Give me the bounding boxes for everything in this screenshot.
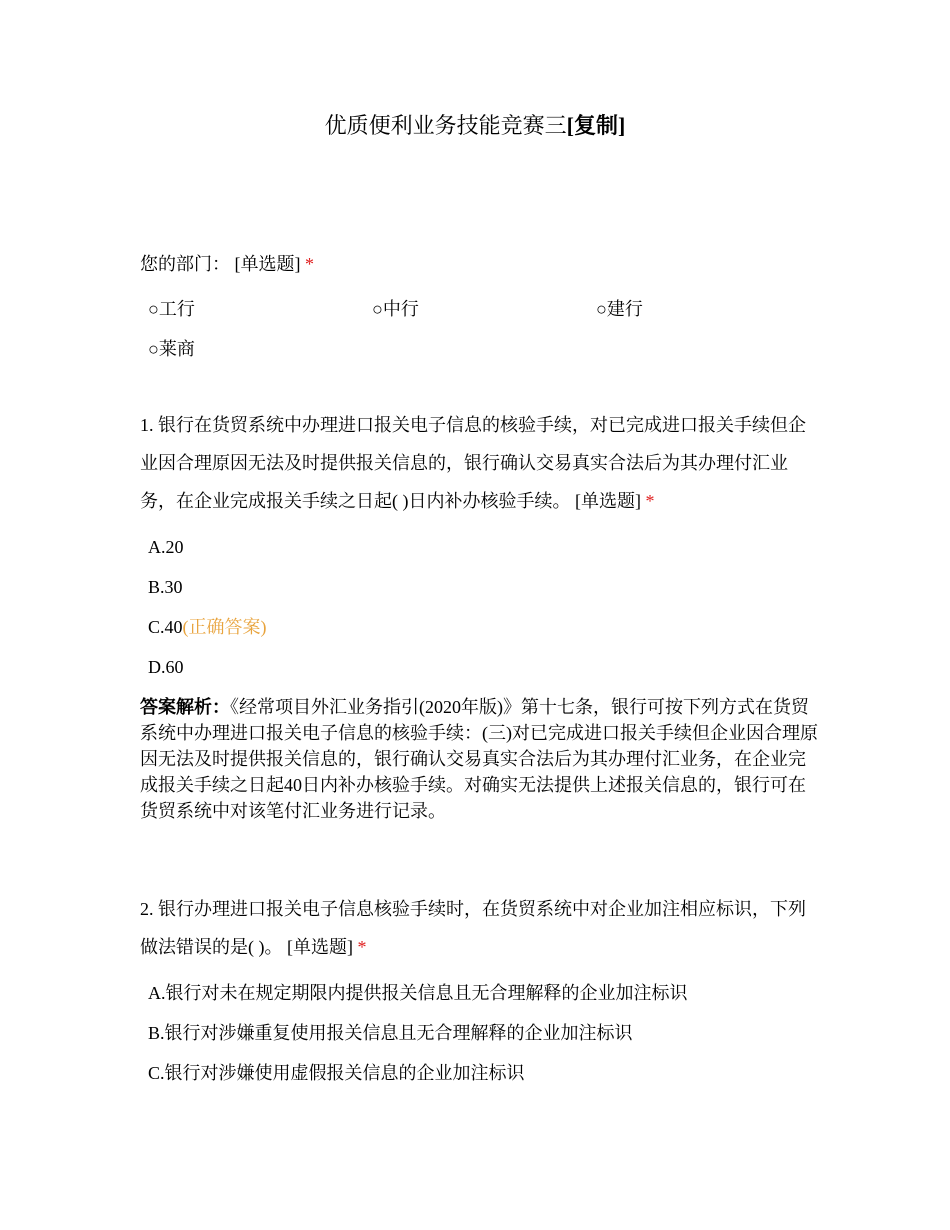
required-mark: * (357, 937, 367, 957)
answer-explanation (140, 694, 820, 824)
option-dept-ccb[interactable]: ○建行 (596, 299, 643, 319)
option-q1-b[interactable]: B.30 (148, 577, 183, 597)
question-label: 2. 银行办理进口报关电子信息核验手续时，在货贸系统中对企业加注相应标识，下列做法错误的是( )。 (140, 899, 806, 957)
option-q2-b[interactable]: B.银行对涉嫌重复使用报关信息且无合理解释的企业加注标识 (148, 1023, 633, 1043)
question-department (140, 245, 820, 283)
survey-title-suffix: [复制] (566, 113, 626, 138)
option-q2-a[interactable]: A.银行对未在规定期限内提供报关信息且无合理解释的企业加注标识 (148, 983, 688, 1003)
question-2 (140, 890, 820, 966)
question-type: [单选题] (575, 491, 641, 511)
question-type: [单选题] (234, 254, 301, 274)
option-dept-laishang[interactable]: ○莱商 (148, 339, 195, 359)
survey-title-main: 优质便利业务技能竞赛三 (324, 113, 567, 138)
option-q1-c[interactable] (148, 614, 267, 640)
option-dept-boc[interactable]: ○中行 (372, 299, 419, 319)
question-text (140, 245, 820, 283)
option-label: C.40 (148, 617, 183, 637)
option-dept-icbc[interactable]: ○工行 (148, 299, 195, 319)
question-1 (140, 406, 820, 520)
required-mark: * (305, 254, 314, 274)
option-q1-a[interactable]: A.20 (148, 537, 184, 557)
question-text (140, 406, 820, 520)
question-text (140, 890, 820, 966)
question-label: 1. 银行在货贸系统中办理进口报关电子信息的核验手续，对已完成进口报关手续但企业因合理原因无法及时提供报关信息的，银行确认交易真实合法后为其办理付汇业务，在企业完成报关手续之日起( )日内补办核验手续。 (140, 415, 806, 511)
option-q1-d[interactable]: D.60 (148, 657, 184, 677)
question-label: 您的部门： (140, 254, 230, 274)
explanation-text: 《经常项目外汇业务指引(2020年版)》第十七条，银行可按下列方式在货贸系统中办理进口报关电子信息的核验手续：(三)对已完成进口报关手续但企业因合理原因无法及时提供报关信息的，银行确认交易真实合法后为其办理付汇业务，在企业完成报关手续之日起40日内补办核验手续。对确实无法提供上述报关信息的，银行可在货贸系统中对该笔付汇业务进行记录。 (140, 697, 818, 821)
option-q2-c[interactable]: C.银行对涉嫌使用虚假报关信息的企业加注标识 (148, 1063, 525, 1083)
survey-title (0, 110, 950, 142)
question-type: [单选题] (287, 937, 353, 957)
required-mark: * (645, 491, 655, 511)
explanation-label: 答案解析： (140, 697, 230, 717)
correct-answer-marker: (正确答案) (182, 617, 267, 637)
